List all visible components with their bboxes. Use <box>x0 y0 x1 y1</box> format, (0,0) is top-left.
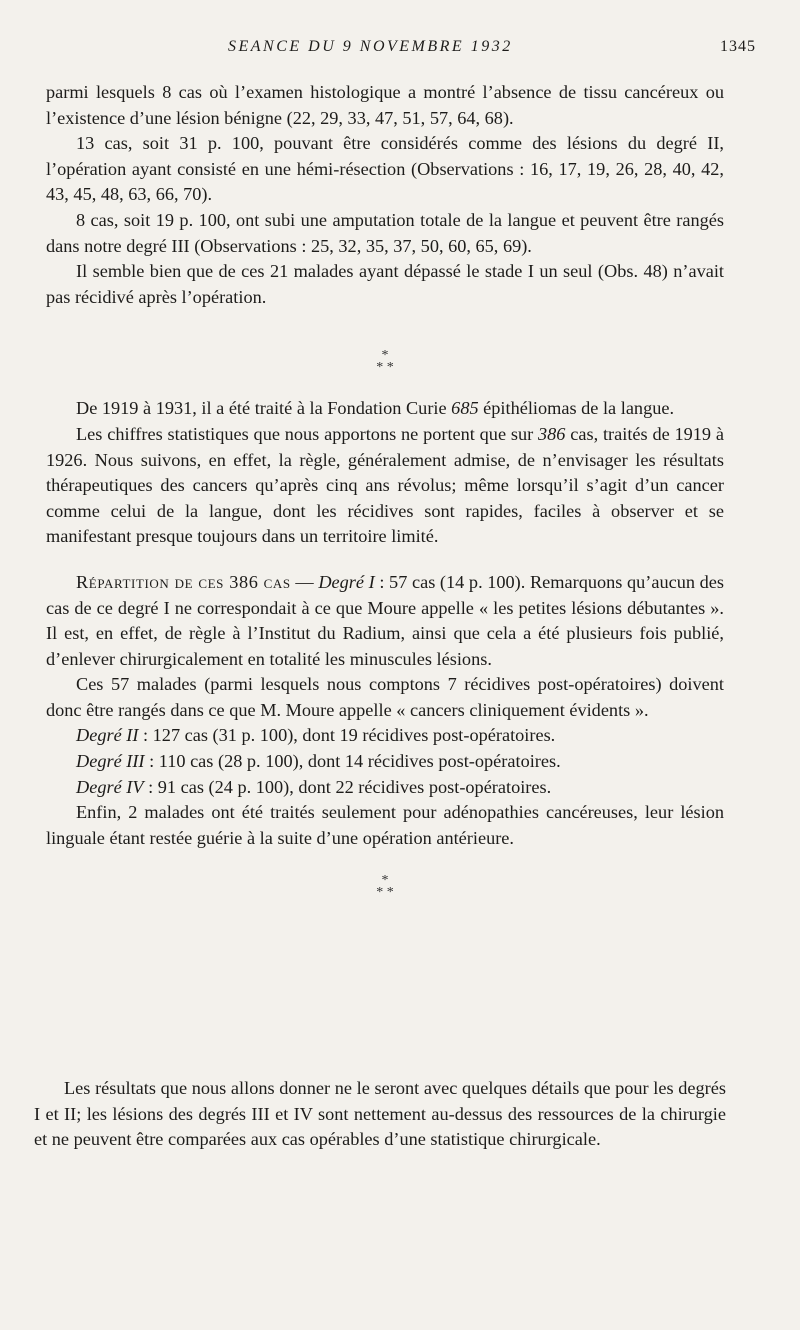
paragraph-degree-ii-results: 13 cas, soit 31 p. 100, pouvant être considérés comme des lésions du degré II, l’opération ayant consisté en une hémi-résection (Observations : 16, 17, 19, 26, 28, 40, 42, 43, 45, 48, 63, 66, 70). <box>46 133 724 205</box>
text-span: cas, traités de 1919 à 1926. Nous suivons, en effet, la règle, généralement admise, de n’envisager les résultats thérapeutiques des cancers qu’après cinq ans révolus; même lorsqu’il s’agit d’un cancer comme celui de la langue, dont les récidives sont rapides, faciles à observer et se manifestant presque toujours dans un territoire limité. <box>46 423 724 547</box>
separator-asterisk: * <box>381 873 389 889</box>
paragraph-statistics <box>46 422 724 550</box>
cases-total-number: 685 <box>451 398 479 419</box>
body-text <box>46 80 724 933</box>
closing-text <box>34 1076 726 1153</box>
paragraph-degree-iii-results: 8 cas, soit 19 p. 100, ont subi une amputation totale de la langue et peuvent être rangés dans notre degré III (Observations : 25, 32, 35, 37, 50, 60, 65, 69). <box>46 209 724 256</box>
paragraph-results-scope: Les résultats que nous allons donner ne le seront avec quelques détails que pour les degrés I et II; les lésions des degrés III et IV sont nettement au-dessus des ressources de la chirurgie et ne peuvent être comparées aux cas opérables d’une statistique chirurgicale. <box>34 1078 726 1150</box>
text-span: : 91 cas (24 p. 100), dont 22 récidives post-opératoires. <box>143 776 552 797</box>
paragraph-adenopathies: Enfin, 2 malades ont été traités seulement pour adénopathies cancéreuses, leur lésion linguale étant restée guérie à la suite d’une opération antérieure. <box>46 802 724 848</box>
paragraph-distribution <box>46 570 724 672</box>
text-span: De 1919 à 1931, il a été traité à la Fondation Curie <box>76 398 452 419</box>
section-separator <box>46 875 724 899</box>
separator-asterisks: * * <box>376 360 394 376</box>
page-header <box>0 38 800 62</box>
text-span: : 110 cas (28 p. 100), dont 14 récidives post-opératoires. <box>144 751 561 772</box>
degree-ii-line <box>46 723 724 749</box>
text-span: : 127 cas (31 p. 100), dont 19 récidives post-opératoires. <box>138 725 556 746</box>
separator-asterisk: * <box>381 348 389 364</box>
running-title: SEANCE DU 9 NOVEMBRE 1932 <box>228 38 513 55</box>
degree-label: Degré I <box>318 571 375 592</box>
degree-label: Degré III <box>76 751 145 772</box>
text-span: épithéliomas de la langue. <box>478 398 675 419</box>
degree-label: Degré IV <box>76 776 144 797</box>
paragraph-degree-i-patients: Ces 57 malades (parmi lesquels nous comptons 7 récidives post-opératoires) doivent donc être rangés dans ce que M. Moure appelle « cancers cliniquement évidents ». <box>46 674 724 720</box>
text-span: : 57 cas (14 p. 100). Remarquons qu’aucun des cas de ce degré I ne correspondait à ce que Moure appelle « les petites lésions débutantes ». Il est, en effet, de règle à l’Institut du Radium, ainsi que cela a été plusieurs fois publié, d’enlever chirurgicalement en totalité les minuscules lésions. <box>46 571 725 669</box>
degree-iii-line <box>46 749 724 775</box>
text-span: — <box>290 571 319 592</box>
degree-label: Degré II <box>76 725 139 746</box>
text-span: Les chiffres statistiques que nous apportons ne portent que sur <box>76 423 539 444</box>
separator-asterisks: * * <box>376 885 394 901</box>
page-number: 1345 <box>720 38 756 55</box>
paragraph-total-cases <box>46 396 724 422</box>
cases-studied-number: 386 <box>538 423 566 444</box>
paragraph-recurrence-note: Il semble bien que de ces 21 malades ayant dépassé le stade I un seul (Obs. 48) n’avait pas récidivé après l’opération. <box>46 261 724 307</box>
distribution-heading: Répartition de ces 386 cas <box>76 571 291 592</box>
paragraph-continuation: parmi lesquels 8 cas où l’examen histologique a montré l’absence de tissu cancéreux ou l’existence d’une lésion bénigne (22, 29, 33, 47, 51, 57, 64, 68). <box>46 82 724 128</box>
section-separator <box>46 350 724 374</box>
degree-iv-line <box>46 775 724 801</box>
